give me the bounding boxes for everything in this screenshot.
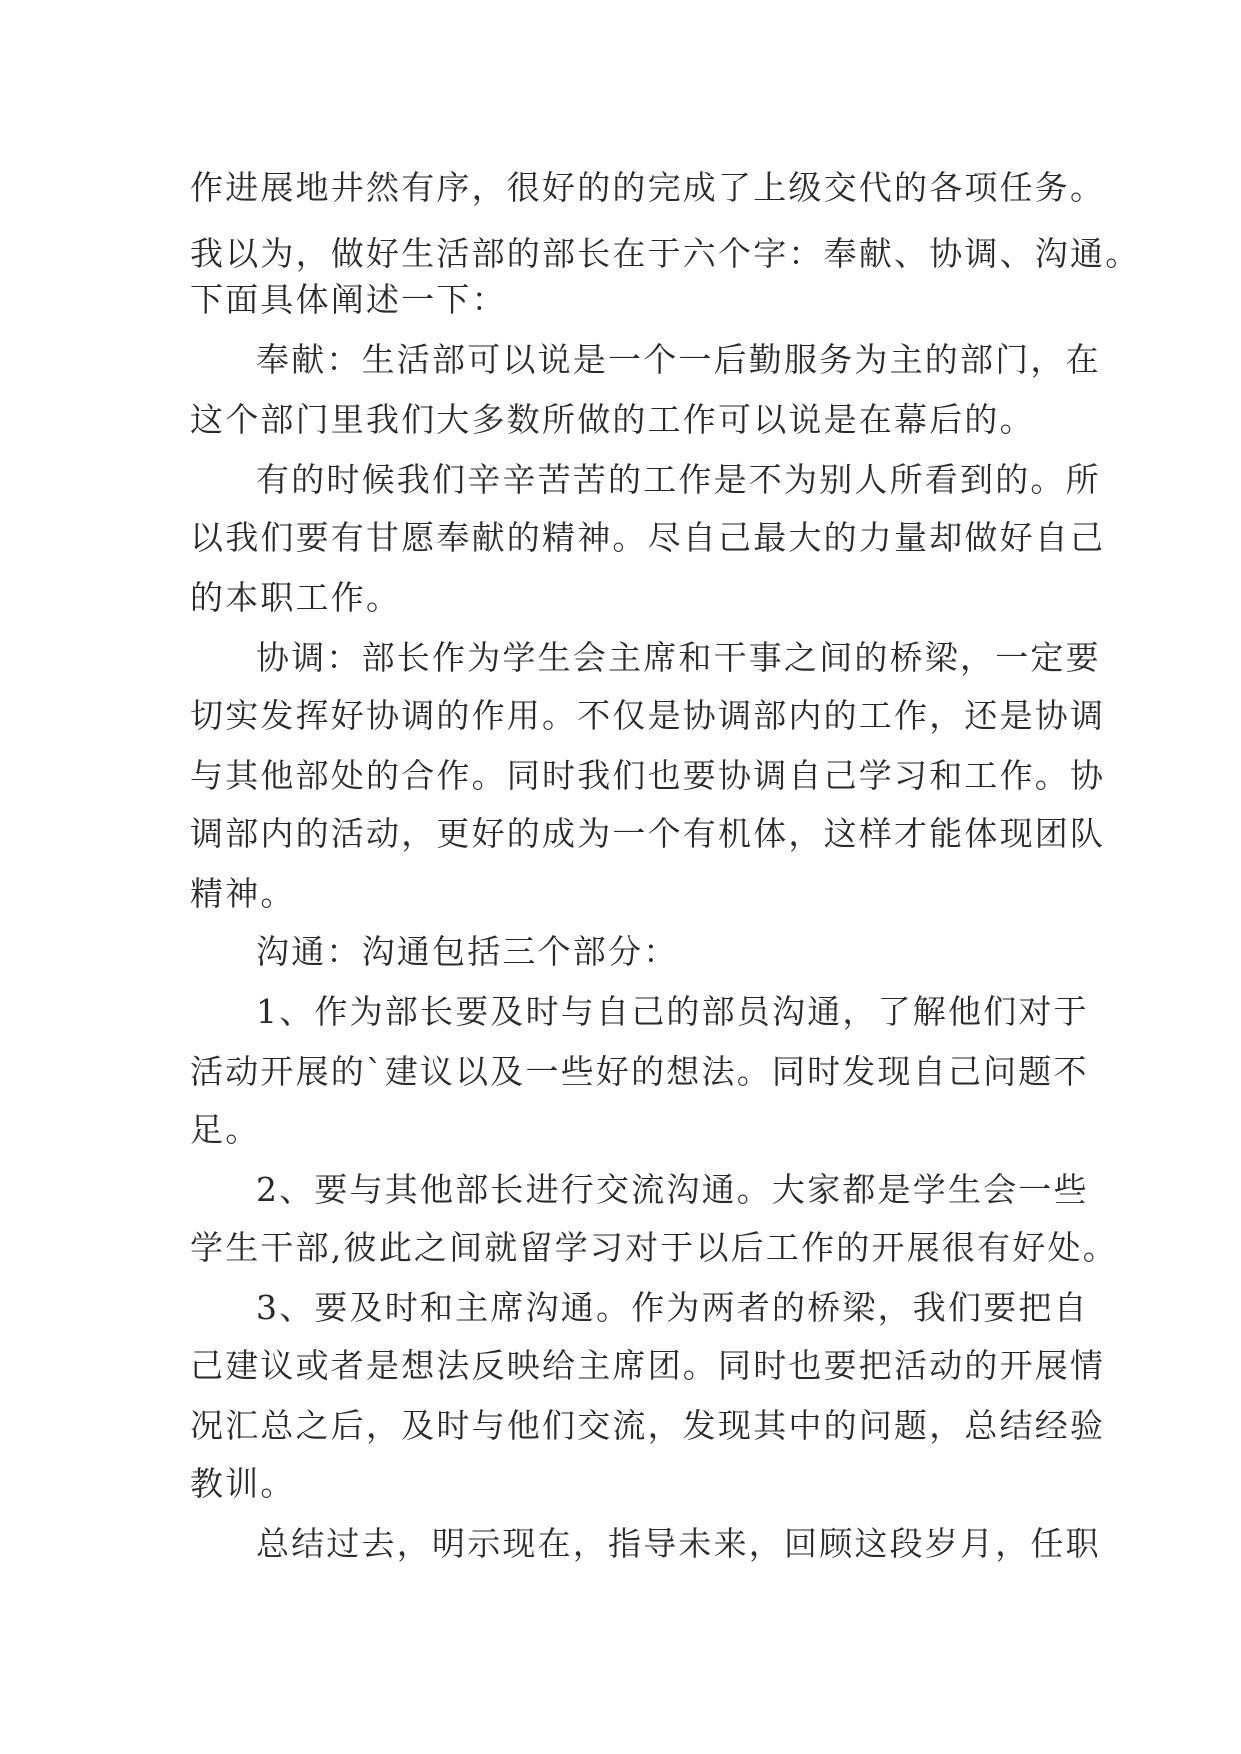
text-line: 活动开展的`建议以及一些好的想法。同时发现自己问题不 [190, 1052, 1089, 1091]
text-line: 的本职工作。 [190, 578, 402, 617]
text-line: 下面具体阐述一下： [190, 280, 507, 319]
paragraph-first-line: 3、要及时和主席沟通。作为两者的桥梁，我们要把自 [256, 1288, 1089, 1327]
text-line: 与其他部处的合作。同时我们也要协调自己学习和工作。协 [190, 756, 1106, 795]
text-line: 我以为，做好生活部的部长在于六个字：奉献、协调、沟通。 [190, 234, 1141, 273]
text-line: 况汇总之后，及时与他们交流，发现其中的问题，总结经验 [190, 1406, 1106, 1445]
paragraph-first-line: 沟通：沟通包括三个部分： [256, 932, 679, 971]
text-line: 作进展地井然有序，很好的的完成了上级交代的各项任务。 [190, 168, 1106, 207]
text-line: 这个部门里我们大多数所做的工作可以说是在幕后的。 [190, 400, 1035, 439]
text-line: 调部内的活动，更好的成为一个有机体，这样才能体现团队 [190, 814, 1106, 853]
text-line: 以我们要有甘愿奉献的精神。尽自己最大的力量却做好自己 [190, 518, 1106, 557]
text-line: 学生干部,彼此之间就留学习对于以后工作的开展很有好处。 [190, 1228, 1118, 1267]
text-line: 教训。 [190, 1464, 296, 1503]
paragraph-first-line: 有的时候我们辛辛苦苦的工作是不为别人所看到的。所 [256, 460, 1101, 499]
paragraph-first-line: 奉献：生活部可以说是一个一后勤服务为主的部门，在 [256, 340, 1101, 379]
paragraph-first-line: 协调：部长作为学生会主席和干事之间的桥梁，一定要 [256, 638, 1101, 677]
text-line: 己建议或者是想法反映给主席团。同时也要把活动的开展情 [190, 1346, 1106, 1385]
text-line: 切实发挥好协调的作用。不仅是协调部内的工作，还是协调 [190, 696, 1106, 735]
text-line: 足。 [190, 1110, 261, 1149]
paragraph-first-line: 1、作为部长要及时与自己的部员沟通，了解他们对于 [256, 992, 1089, 1031]
text-line: 精神。 [190, 874, 296, 913]
paragraph-first-line: 总结过去，明示现在，指导未来，回顾这段岁月，任职 [256, 1524, 1101, 1563]
paragraph-first-line: 2、要与其他部长进行交流沟通。大家都是学生会一些 [256, 1170, 1089, 1209]
